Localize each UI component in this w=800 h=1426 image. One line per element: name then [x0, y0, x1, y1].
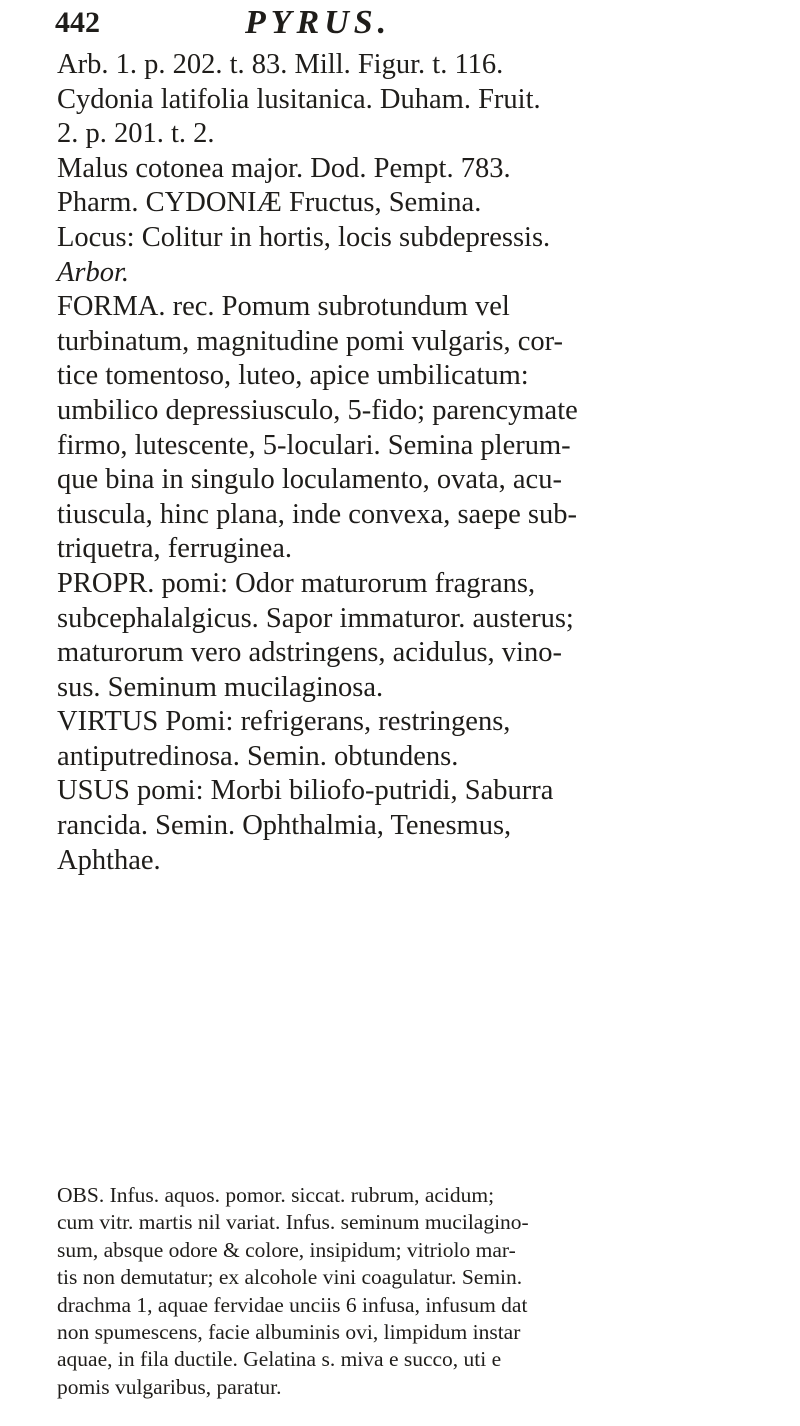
- page-number: 442: [55, 6, 100, 39]
- page-header: [55, 4, 695, 44]
- main-text: [57, 48, 769, 878]
- text-line: triquetra, ferruginea.: [57, 533, 292, 565]
- note-line: cum vitr. martis nil variat. Infus. seminum mucilagino-: [57, 1210, 529, 1235]
- note-line: OBS. Infus. aquos. pomor. siccat. rubrum, acidum;: [57, 1183, 495, 1207]
- note-line: non spumescens, facie albuminis ovi, limpidum instar: [57, 1319, 521, 1344]
- text-line: Malus cotonea major. Dod. Pempt. 783.: [57, 152, 511, 184]
- text-line: FORMA. rec. Pomum subrotundum vel: [57, 291, 510, 323]
- text-line: maturorum vero adstringens, acidulus, vino-: [57, 637, 562, 669]
- note-line: drachma 1, aquae fervidae unciis 6 infusa, infusum dat: [57, 1292, 528, 1317]
- text-line: Pharm. CYDONIÆ Fructus, Semina.: [57, 187, 482, 219]
- running-head: PYRUS.: [245, 4, 392, 41]
- note-line: pomis vulgaribus, paratur.: [57, 1374, 282, 1399]
- text-line: Cydonia latifolia lusitanica. Duham. Fruit.: [57, 83, 541, 115]
- text-line: tiuscula, hinc plana, inde convexa, saepe sub-: [57, 498, 577, 530]
- text-line: subcephalalgicus. Sapor immaturor. austerus;: [57, 602, 574, 634]
- text-line: Arb. 1. p. 202. t. 83. Mill. Figur. t. 116.: [57, 49, 504, 80]
- text-line: rancida. Semin. Ophthalmia, Tenesmus,: [57, 810, 512, 842]
- text-line: USUS pomi: Morbi biliofo-putridi, Saburra: [57, 775, 554, 807]
- text-line: Locus: Colitur in hortis, locis subdepressis.: [57, 221, 551, 253]
- text-line: PROPR. pomi: Odor maturorum fragrans,: [57, 567, 536, 599]
- note-line: tis non demutatur; ex alcohole vini coagulatur. Semin.: [57, 1265, 523, 1290]
- text-line: tice tomentoso, luteo, apice umbilicatum:: [57, 360, 529, 392]
- text-line: firmo, lutescente, 5-loculari. Semina plerum-: [57, 429, 571, 461]
- text-line: turbinatum, magnitudine pomi vulgaris, cor-: [57, 325, 564, 357]
- text-line: Arbor.: [57, 256, 130, 288]
- note-line: sum, absque odore & colore, insipidum; vitriolo mar-: [57, 1237, 516, 1262]
- text-line: 2. p. 201. t. 2.: [57, 118, 215, 150]
- note-line: aquae, in fila ductile. Gelatina s. miva e succo, uti e: [57, 1347, 502, 1372]
- text-line: VIRTUS Pomi: refrigerans, restringens,: [57, 706, 511, 738]
- text-line: Aphthae.: [57, 844, 161, 876]
- observation-note: [57, 1182, 769, 1401]
- text-line: umbilico depressiusculo, 5-fido; parencymate: [57, 394, 578, 426]
- text-line: que bina in singulo loculamento, ovata, acu-: [57, 464, 562, 496]
- text-line: antiputredinosa. Semin. obtundens.: [57, 740, 459, 772]
- text-line: sus. Seminum mucilaginosa.: [57, 671, 384, 703]
